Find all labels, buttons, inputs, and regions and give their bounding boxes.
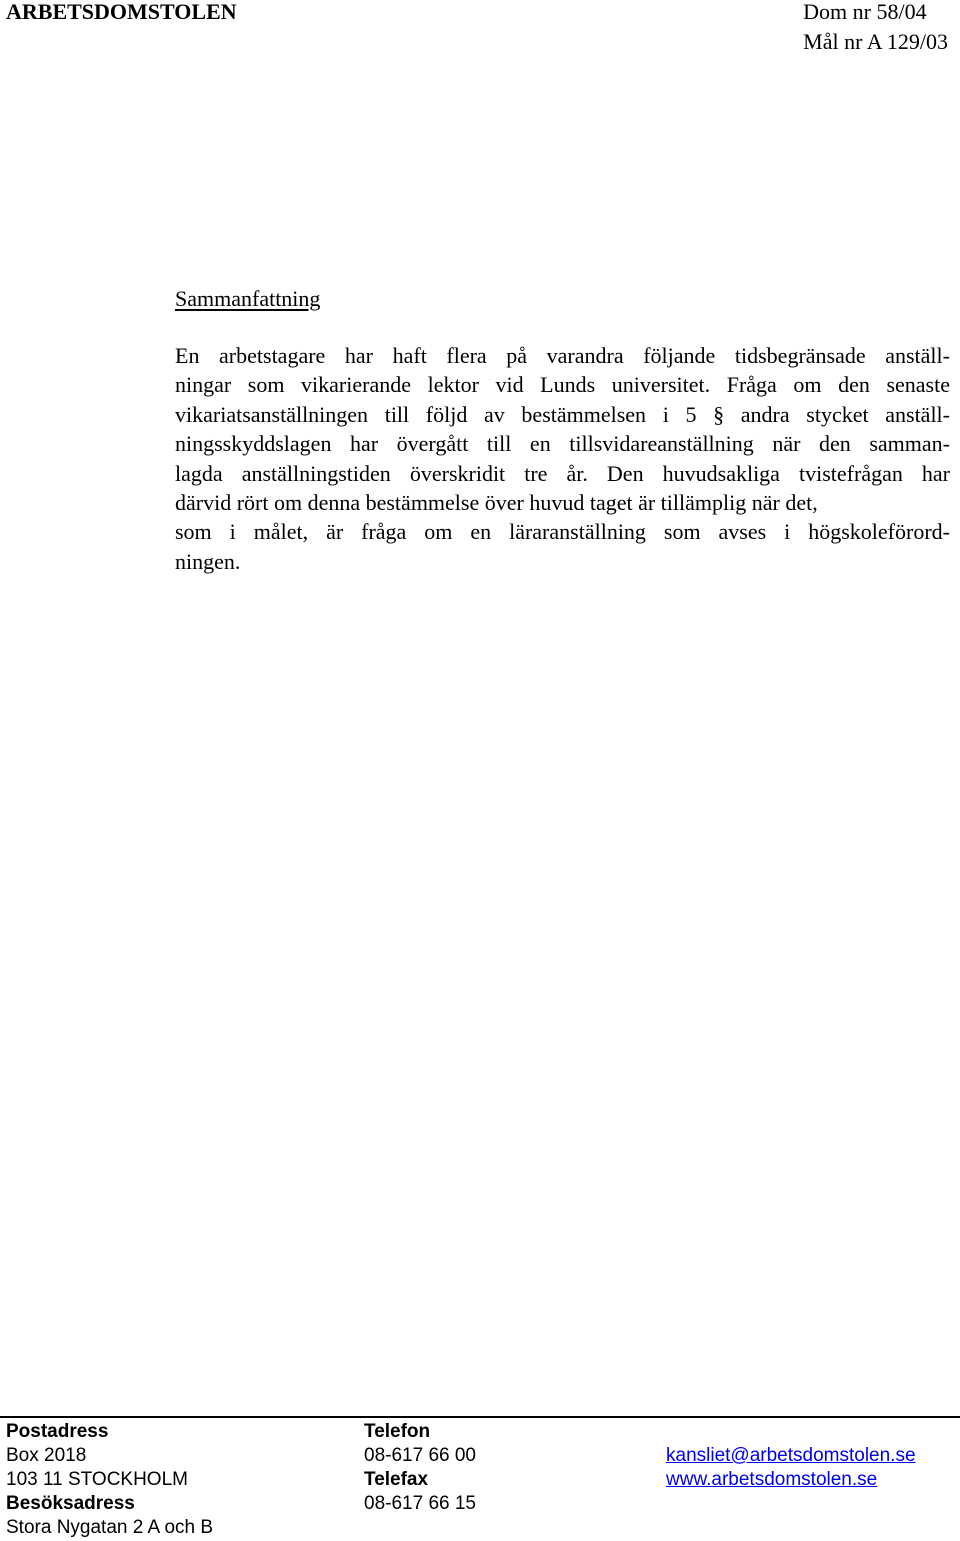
- court-name: ARBETSDOMSTOLEN: [6, 0, 237, 24]
- summary-line: En arbetstagare har haft flera på varandra följande tidsbegränsade anställ-: [175, 343, 950, 368]
- summary-heading: Sammanfattning: [175, 286, 321, 311]
- fax-label: Telefax: [364, 1469, 429, 1490]
- footer-divider: [0, 1416, 960, 1418]
- case-references: [803, 0, 948, 57]
- website-link[interactable]: www.arbetsdomstolen.se: [666, 1469, 878, 1490]
- footer: [0, 1420, 960, 1541]
- postal-city: 103 11 STOCKHOLM: [6, 1469, 188, 1490]
- footer-phone-column: [364, 1420, 476, 1516]
- summary-line: ningsskyddslagen har övergått till en tillsvidareanställning när den samman-: [175, 431, 950, 457]
- footer-web-column: [666, 1420, 916, 1492]
- visiting-address-label: Besöksadress: [6, 1493, 135, 1514]
- summary-line: därvid rört om denna bestämmelse över huvud taget är tillämplig när det,: [175, 489, 818, 515]
- email-link[interactable]: kansliet@arbetsdomstolen.se: [666, 1445, 916, 1466]
- summary-line: ningar som vikarierande lektor vid Lunds universitet. Fråga om den senaste: [175, 372, 950, 398]
- case-number: Mål nr A 129/03: [803, 29, 948, 54]
- summary-line: lagda anställningstiden överskridit tre år. Den huvudsakliga tvistefrågan har: [175, 460, 950, 486]
- footer-spacer: [666, 1420, 916, 1444]
- phone-number: 08-617 66 00: [364, 1445, 476, 1466]
- postal-address-label: Postadress: [6, 1421, 109, 1442]
- summary-line: vikariatsanställningen till följd av bestämmelsen i 5 § andra stycket anställ-: [175, 401, 950, 427]
- postal-box: Box 2018: [6, 1445, 87, 1466]
- judgment-number: Dom nr 58/04: [803, 0, 927, 24]
- fax-number: 08-617 66 15: [364, 1493, 476, 1514]
- footer-address-column: [6, 1420, 213, 1540]
- summary-line: ningen.: [175, 548, 241, 574]
- phone-label: Telefon: [364, 1421, 431, 1442]
- summary-paragraph: [175, 341, 950, 576]
- summary-line: som i målet, är fråga om en läraranställning som avses i högskoleförord-: [175, 519, 950, 545]
- visiting-street: Stora Nygatan 2 A och B: [6, 1517, 214, 1538]
